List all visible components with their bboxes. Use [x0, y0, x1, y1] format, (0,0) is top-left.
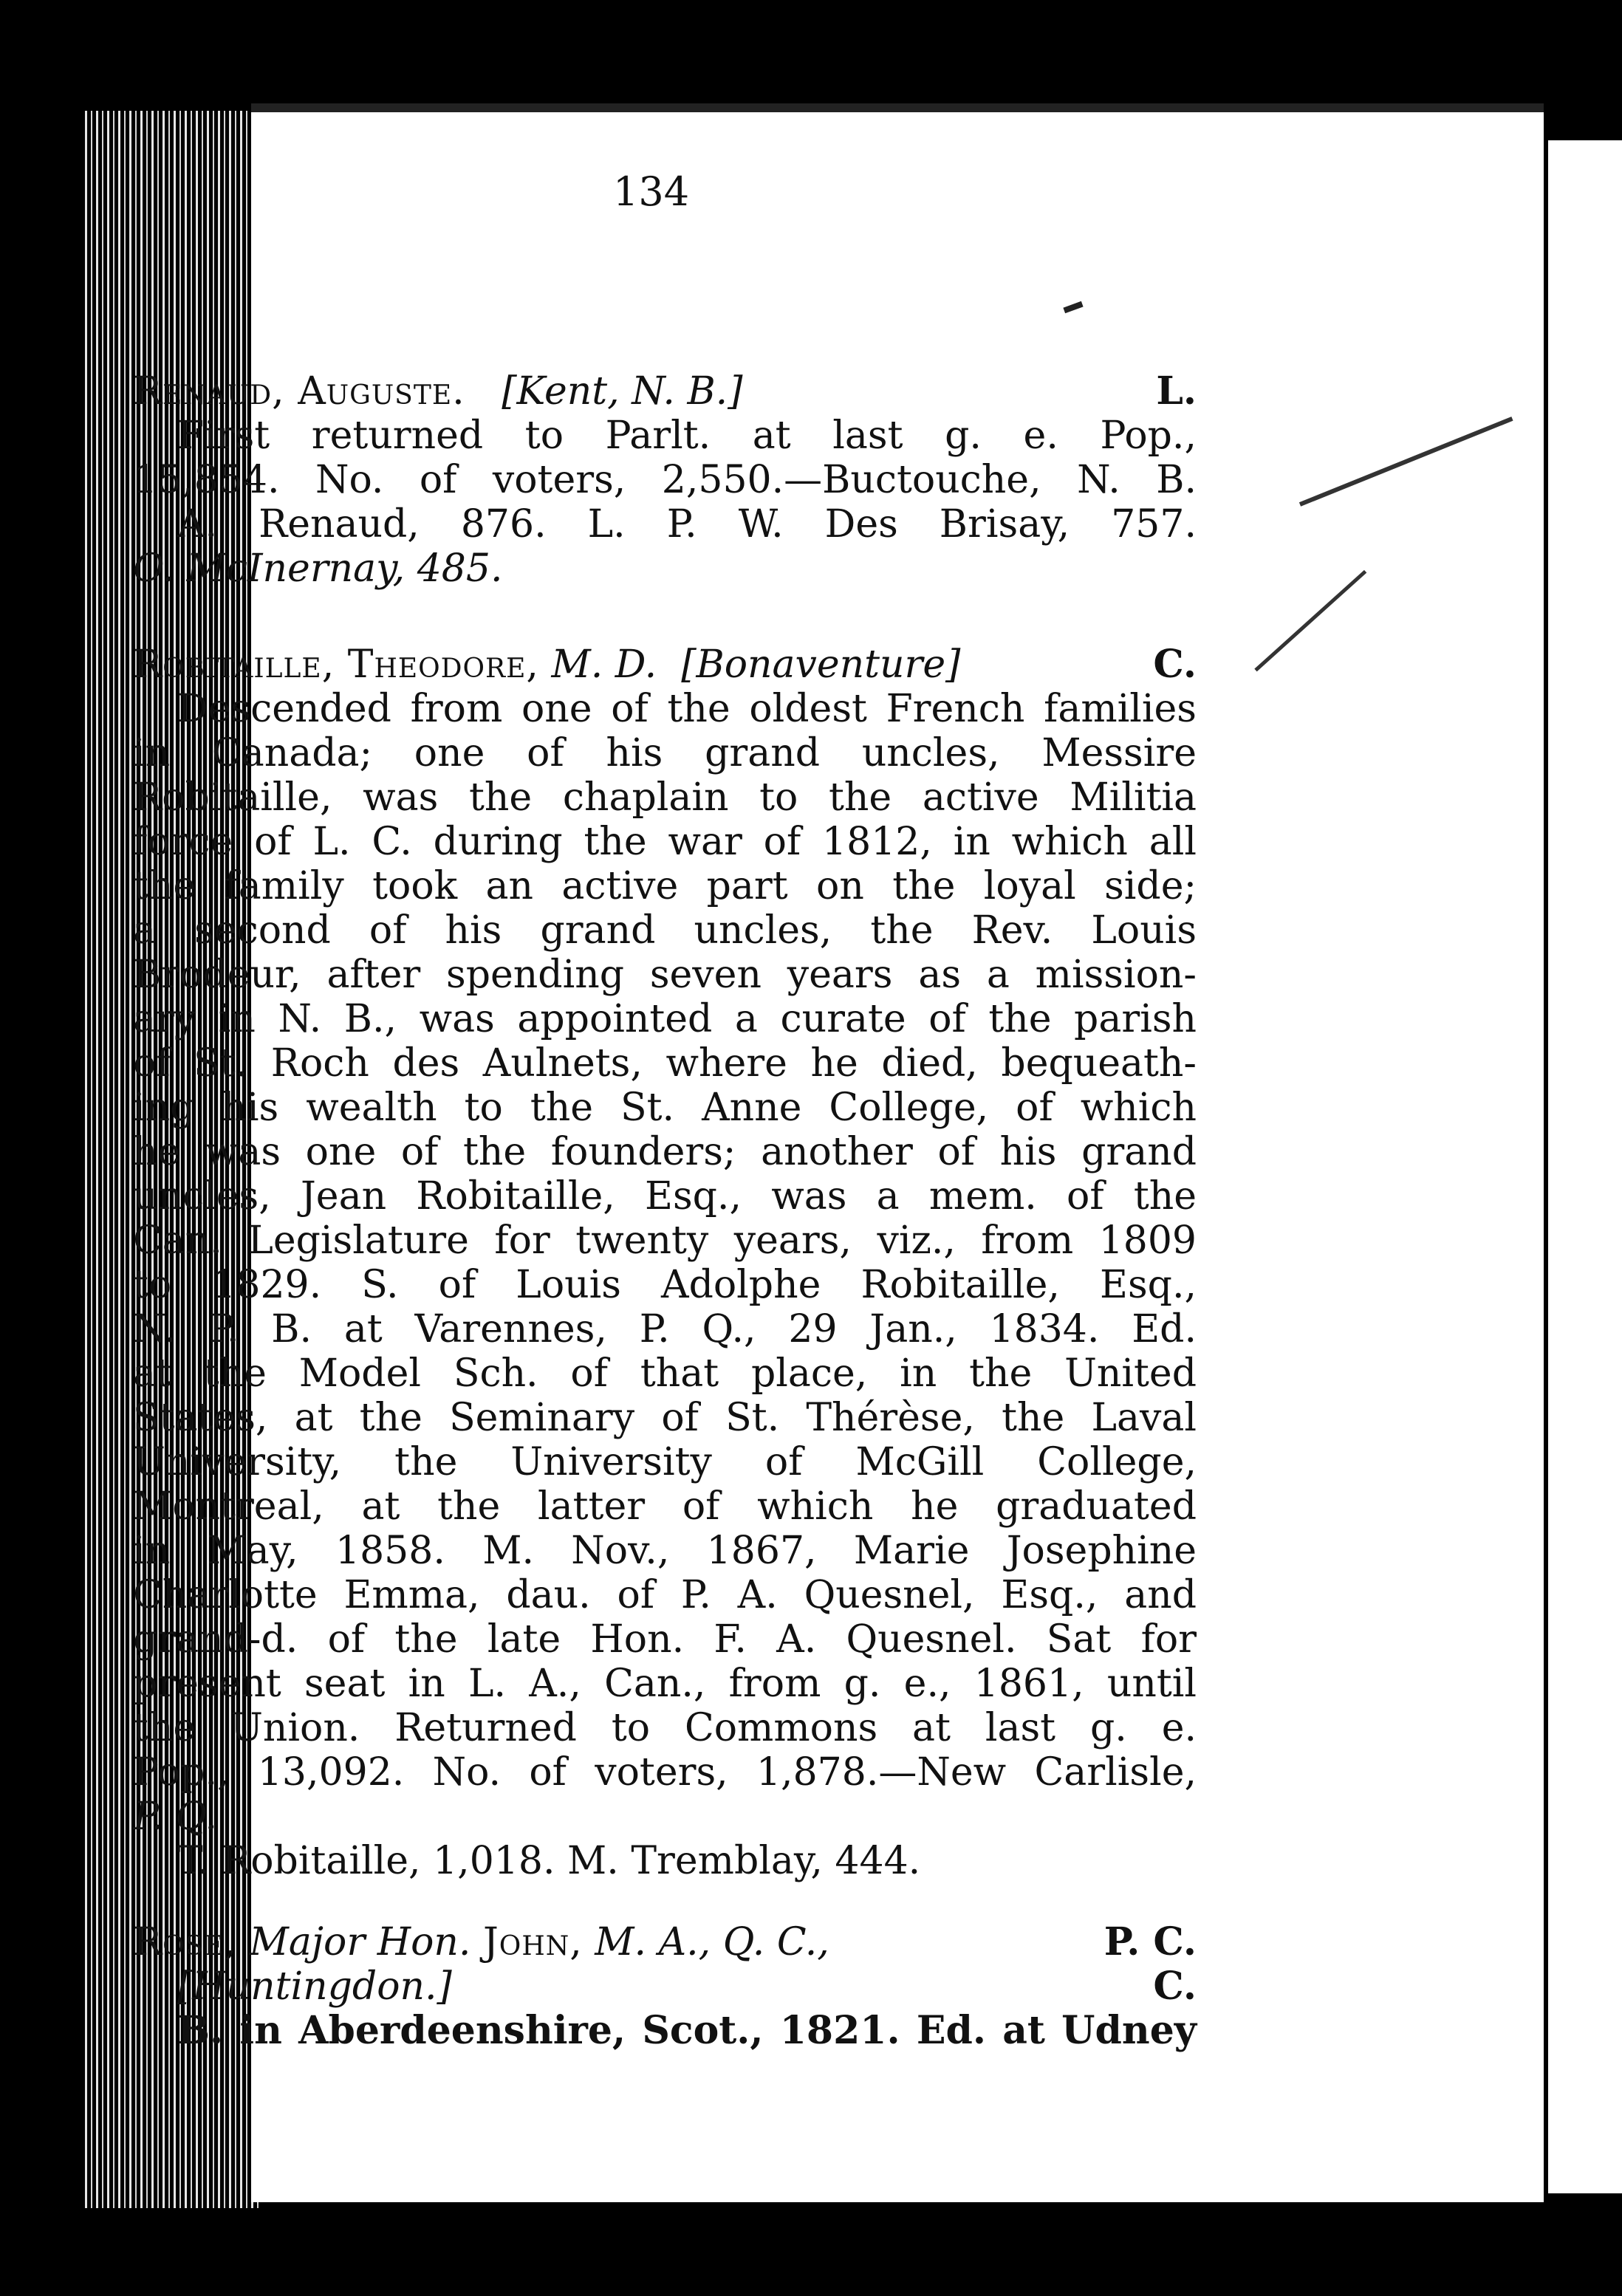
entry-text-line: the family took an active part on the loyal side; — [133, 864, 1197, 908]
entry-rose — [133, 1920, 1197, 2053]
entry-text-line: of St. Roch des Aulnets, where he died, bequeath- — [133, 1041, 1197, 1086]
election-result-line: O. McInernay, 485. — [133, 546, 503, 591]
entry-text-line: at the Model Sch. of that place, in the United — [133, 1351, 1197, 1396]
entry-text-line: Can. Legislature for twenty years, viz., from 1809 — [133, 1219, 1197, 1263]
entry-text-line: Brodeur, after spending seven years as a mission- — [133, 953, 1197, 997]
entry-text-line: States, at the Seminary of St. Thérèse, the Laval — [133, 1396, 1197, 1440]
entry-text-line: in May, 1858. M. Nov., 1867, Marie Josephine — [133, 1529, 1197, 1573]
entry-renaud — [133, 369, 1197, 591]
entry-text-line: to 1829. S. of Louis Adolphe Robitaille, Esq., — [133, 1263, 1197, 1307]
entry-text-line: Charlotte Emma, dau. of P. A. Quesnel, Esq., and — [133, 1573, 1197, 1617]
entry-text-line: Robitaille, was the chaplain to the active Militia — [133, 775, 1197, 820]
entry-text-line: in Canada; one of his grand uncles, Messire — [133, 731, 1197, 775]
page-edge-right — [1548, 140, 1622, 2193]
entry-text-line: First returned to Parlt. at last g. e. Pop., — [177, 414, 1197, 458]
election-result-line: T. Robitaille, 1,018. M. Tremblay, 444. — [177, 1839, 921, 1883]
entry-text-line: present seat in L. A., Can., from g. e., 1861, until — [133, 1662, 1197, 1706]
entry-heading: Robitaille, Theodore, M. D. [Bonaventure] C. — [133, 642, 1197, 687]
entry-text-line: grand-d. of the late Hon. F. A. Quesnel. Sat for — [133, 1617, 1197, 1662]
entry-robitaille — [133, 642, 1197, 1883]
entry-text-line: ary in N. B., was appointed a curate of the parish — [133, 997, 1197, 1041]
entry-text-line: Descended from one of the oldest French families — [177, 687, 1197, 731]
entry-text-line: B. in Aberdeenshire, Scot., 1821. Ed. at Udney — [177, 2008, 1197, 2053]
election-result-line: A. Renaud, 876. L. P. W. Des Brisay, 757. — [177, 502, 1197, 546]
ink-speck — [1063, 301, 1083, 313]
entry-text-line: force of L. C. during the war of 1812, in which all — [133, 820, 1197, 864]
entry-text-line: ing his wealth to the St. Anne College, of which — [133, 1086, 1197, 1130]
entry-text-line: 15,854. No. of voters, 2,550.—Buctouche, N. B. — [133, 458, 1197, 502]
entry-text-line: he was one of the founders; another of his grand — [133, 1130, 1197, 1174]
entry-text-line: uncles, Jean Robitaille, Esq., was a mem. of the — [133, 1174, 1197, 1219]
entry-text-line: a second of his grand uncles, the Rev. Louis — [133, 908, 1197, 953]
entry-heading: Rose, Major Hon. John, M. A., Q. C., P. C. — [133, 1919, 1197, 1964]
entry-text-line: N. P. B. at Varennes, P. Q., 29 Jan., 1834. Ed. — [133, 1307, 1197, 1351]
entry-heading: Renaud, Auguste. [Kent, N. B.] L. — [133, 369, 1197, 414]
entry-text-line: University, the University of McGill College, — [133, 1440, 1197, 1484]
entry-heading-constituency: [Huntingdon.] C. — [177, 1964, 1197, 2009]
entry-text-line: Pop., 13,092. No. of voters, 1,878.—New Carlisle, — [133, 1750, 1197, 1795]
entry-text-line: the Union. Returned to Commons at last g. e. — [133, 1706, 1197, 1750]
page-number: 134 — [613, 168, 690, 215]
entry-text-line: Montreal, at the latter of which he graduated — [133, 1484, 1197, 1529]
entry-text-line: P. Q. — [133, 1795, 218, 1839]
